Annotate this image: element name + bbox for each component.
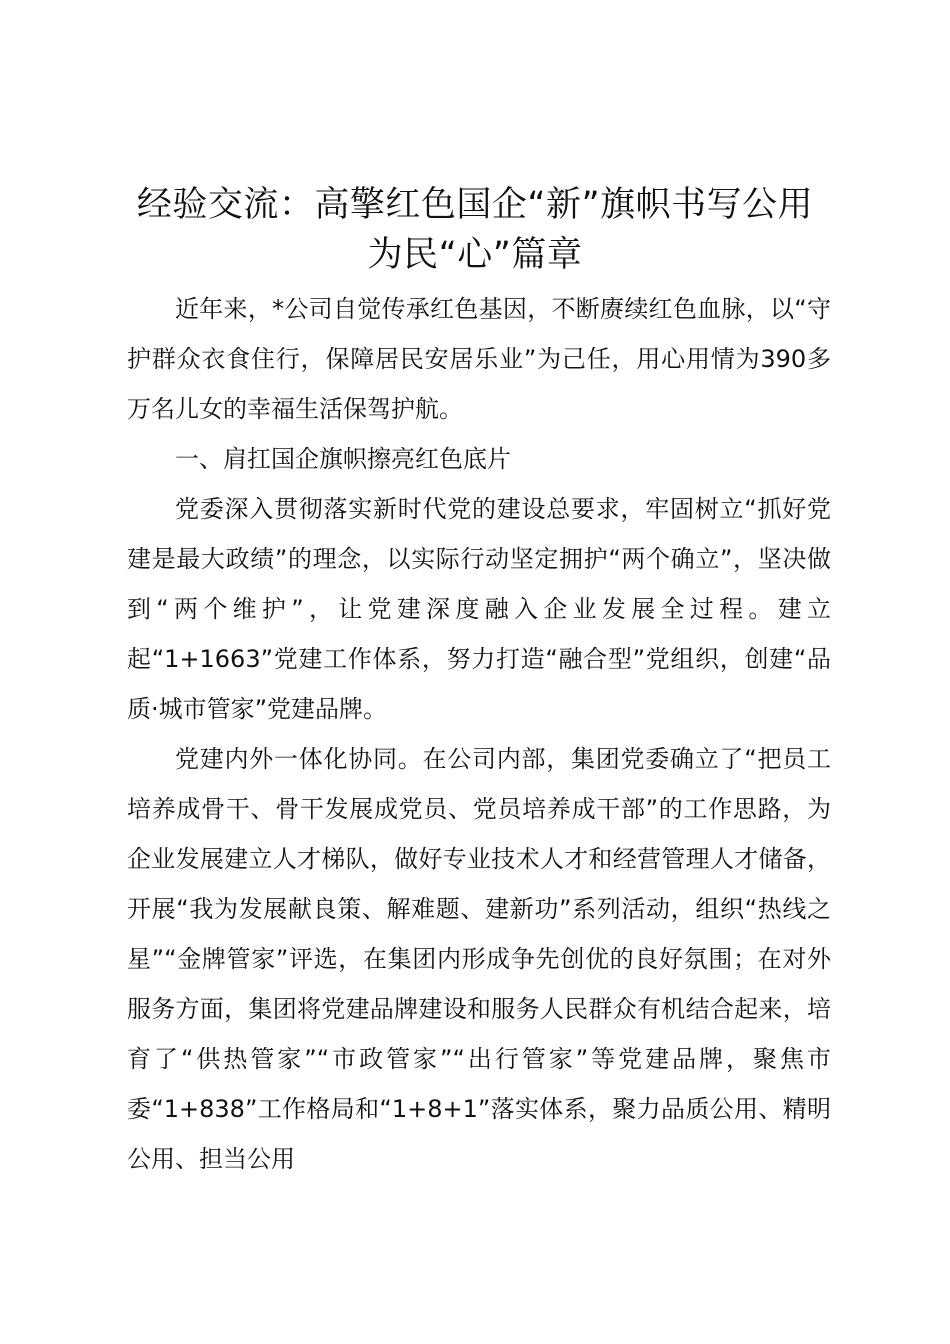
section-heading: 一、肩扛国企旗帜擦亮红色底片 (175, 445, 511, 473)
intro-paragraph: 近年来，*公司自觉传承红色基因，不断赓续红色血脉，以“守护群众衣食住行，保障居民安居乐业”为己任，用心用情为390多万名儿女的幸福生活保驾护航。 (127, 295, 831, 423)
body-paragraph: 党建内外一体化协同。在公司内部，集团党委确立了“把员工培养成骨干、骨干发展成党员、党员培养成干部”的工作思路，为企业发展建立人才梯队，做好专业技术人才和经营管理人才储备，开展“我为发展献良策、解难题、建新功”系列活动，组织“热线之星”“金牌管家”评选，在集团内形成争先创优的良好氛围；在对外服务方面，集团将党建品牌建设和服务人民群众有机结合起来，培育了“供热管家”“市政管家”“出行管家”等党建品牌，聚焦市委“1+838”工作格局和“1+8+1”落实体系，聚力品质公用、精明公用、担当公用 (127, 745, 831, 1173)
document-body (127, 284, 831, 1184)
document-title: 经验交流：高擎红色国企“新”旗帜书写公用为民“心”篇章 (136, 185, 814, 275)
body-paragraph: 党委深入贯彻落实新时代党的建设总要求，牢固树立“抓好党建是最大政绩”的理念，以实际行动坚定拥护“两个确立”，坚决做到“两个维护”，让党建深度融入企业发展全过程。建立起“1+1663”党建工作体系，努力打造“融合型”党组织，创建“品质·城市管家”党建品牌。 (127, 495, 831, 723)
